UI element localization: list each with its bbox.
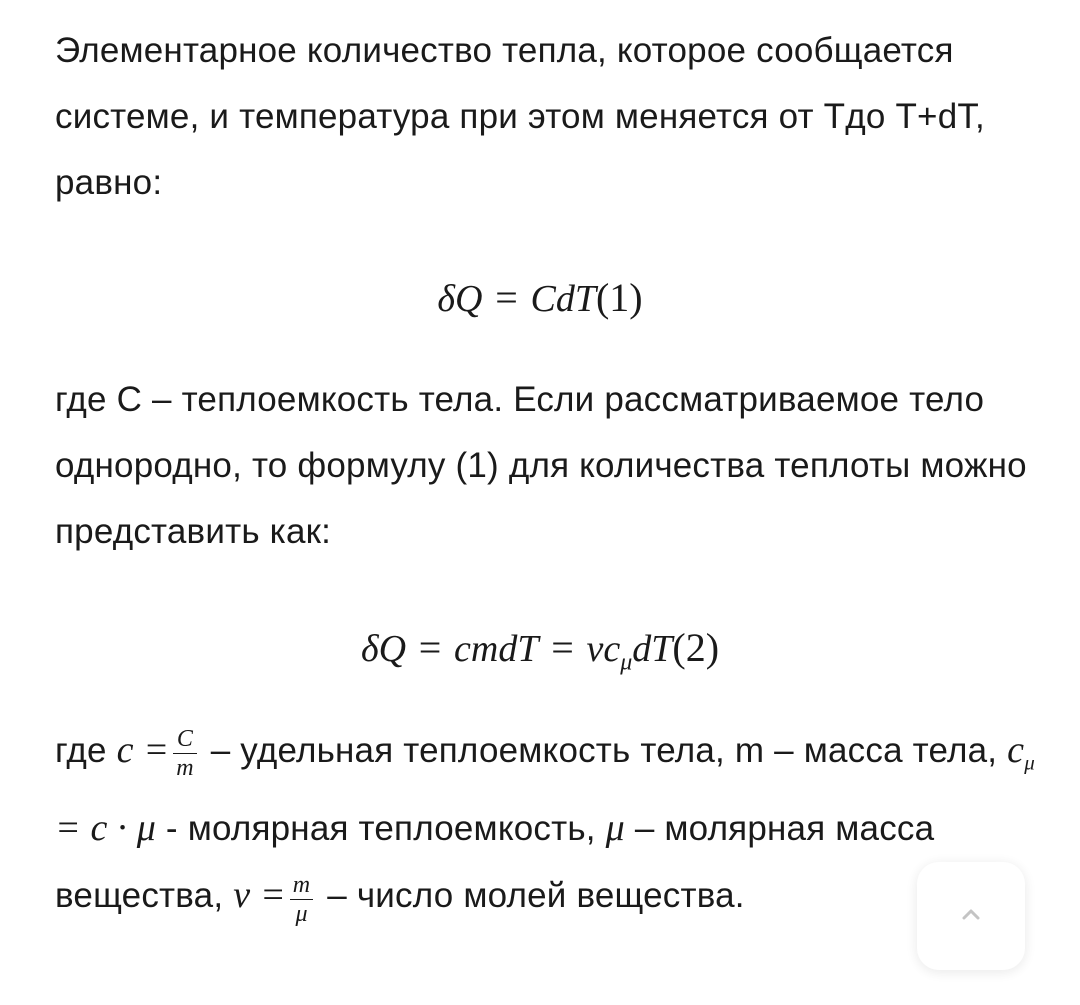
formula-1-lhs: δQ: [437, 278, 483, 320]
fraction-denominator: m: [176, 755, 194, 782]
text-segment: где: [55, 731, 117, 770]
formula-2-nu-c: νc: [586, 628, 621, 670]
formula-2-tag: (2): [672, 625, 720, 670]
formula-2-mid: cmdT: [454, 628, 539, 670]
formula-2-end: dT: [632, 628, 673, 670]
paragraph-definitions: [55, 717, 1045, 929]
fraction-numerator: C: [173, 726, 197, 754]
formula-2: [0, 618, 1080, 692]
math-mu-subscript: μ: [1024, 750, 1035, 775]
formula-1-tag: (1): [595, 275, 643, 320]
formula-1: [0, 268, 1080, 329]
fraction-m-over-mu: [290, 872, 314, 927]
math-c-equals: c =: [116, 729, 170, 771]
math-mu: μ: [605, 807, 625, 850]
chevron-up-icon: [957, 900, 985, 933]
fraction-denominator: μ: [295, 900, 308, 927]
formula-2-equals-1: =: [418, 625, 442, 670]
math-c-mu: c: [1007, 729, 1025, 771]
text-segment: – число молей вещества.: [317, 876, 745, 916]
fraction-numerator: m: [290, 872, 314, 900]
text-segment: – молярная масса вещества,: [55, 809, 935, 916]
paragraph-heat-intro: Элементарное количество тепла, которое сообщается системе, и температура при этом меняется от Тдо T+dT, равно:: [55, 31, 985, 202]
text-segment: – удельная теплоемкость тела, m – масса тела,: [200, 731, 1008, 770]
scroll-to-top-button[interactable]: [917, 862, 1025, 970]
formula-2-mu-subscript: μ: [620, 649, 633, 676]
formula-2-lhs: δQ: [360, 628, 407, 670]
math-nu-equals: ν =: [233, 874, 286, 917]
formula-1-equals: =: [495, 275, 518, 320]
formula-2-equals-2: =: [551, 625, 574, 670]
text-segment: - молярная теплоемкость,: [155, 809, 606, 849]
fraction-c-over-m: [173, 726, 197, 781]
formula-1-rhs: CdT: [530, 278, 596, 320]
paragraph-heat-capacity: где C – теплоемкость тела. Если рассматриваемое тело однородно, то формулу (1) для количества теплоты можно представить как:: [55, 380, 1027, 551]
math-c-dot-mu: = c · μ: [55, 807, 156, 850]
